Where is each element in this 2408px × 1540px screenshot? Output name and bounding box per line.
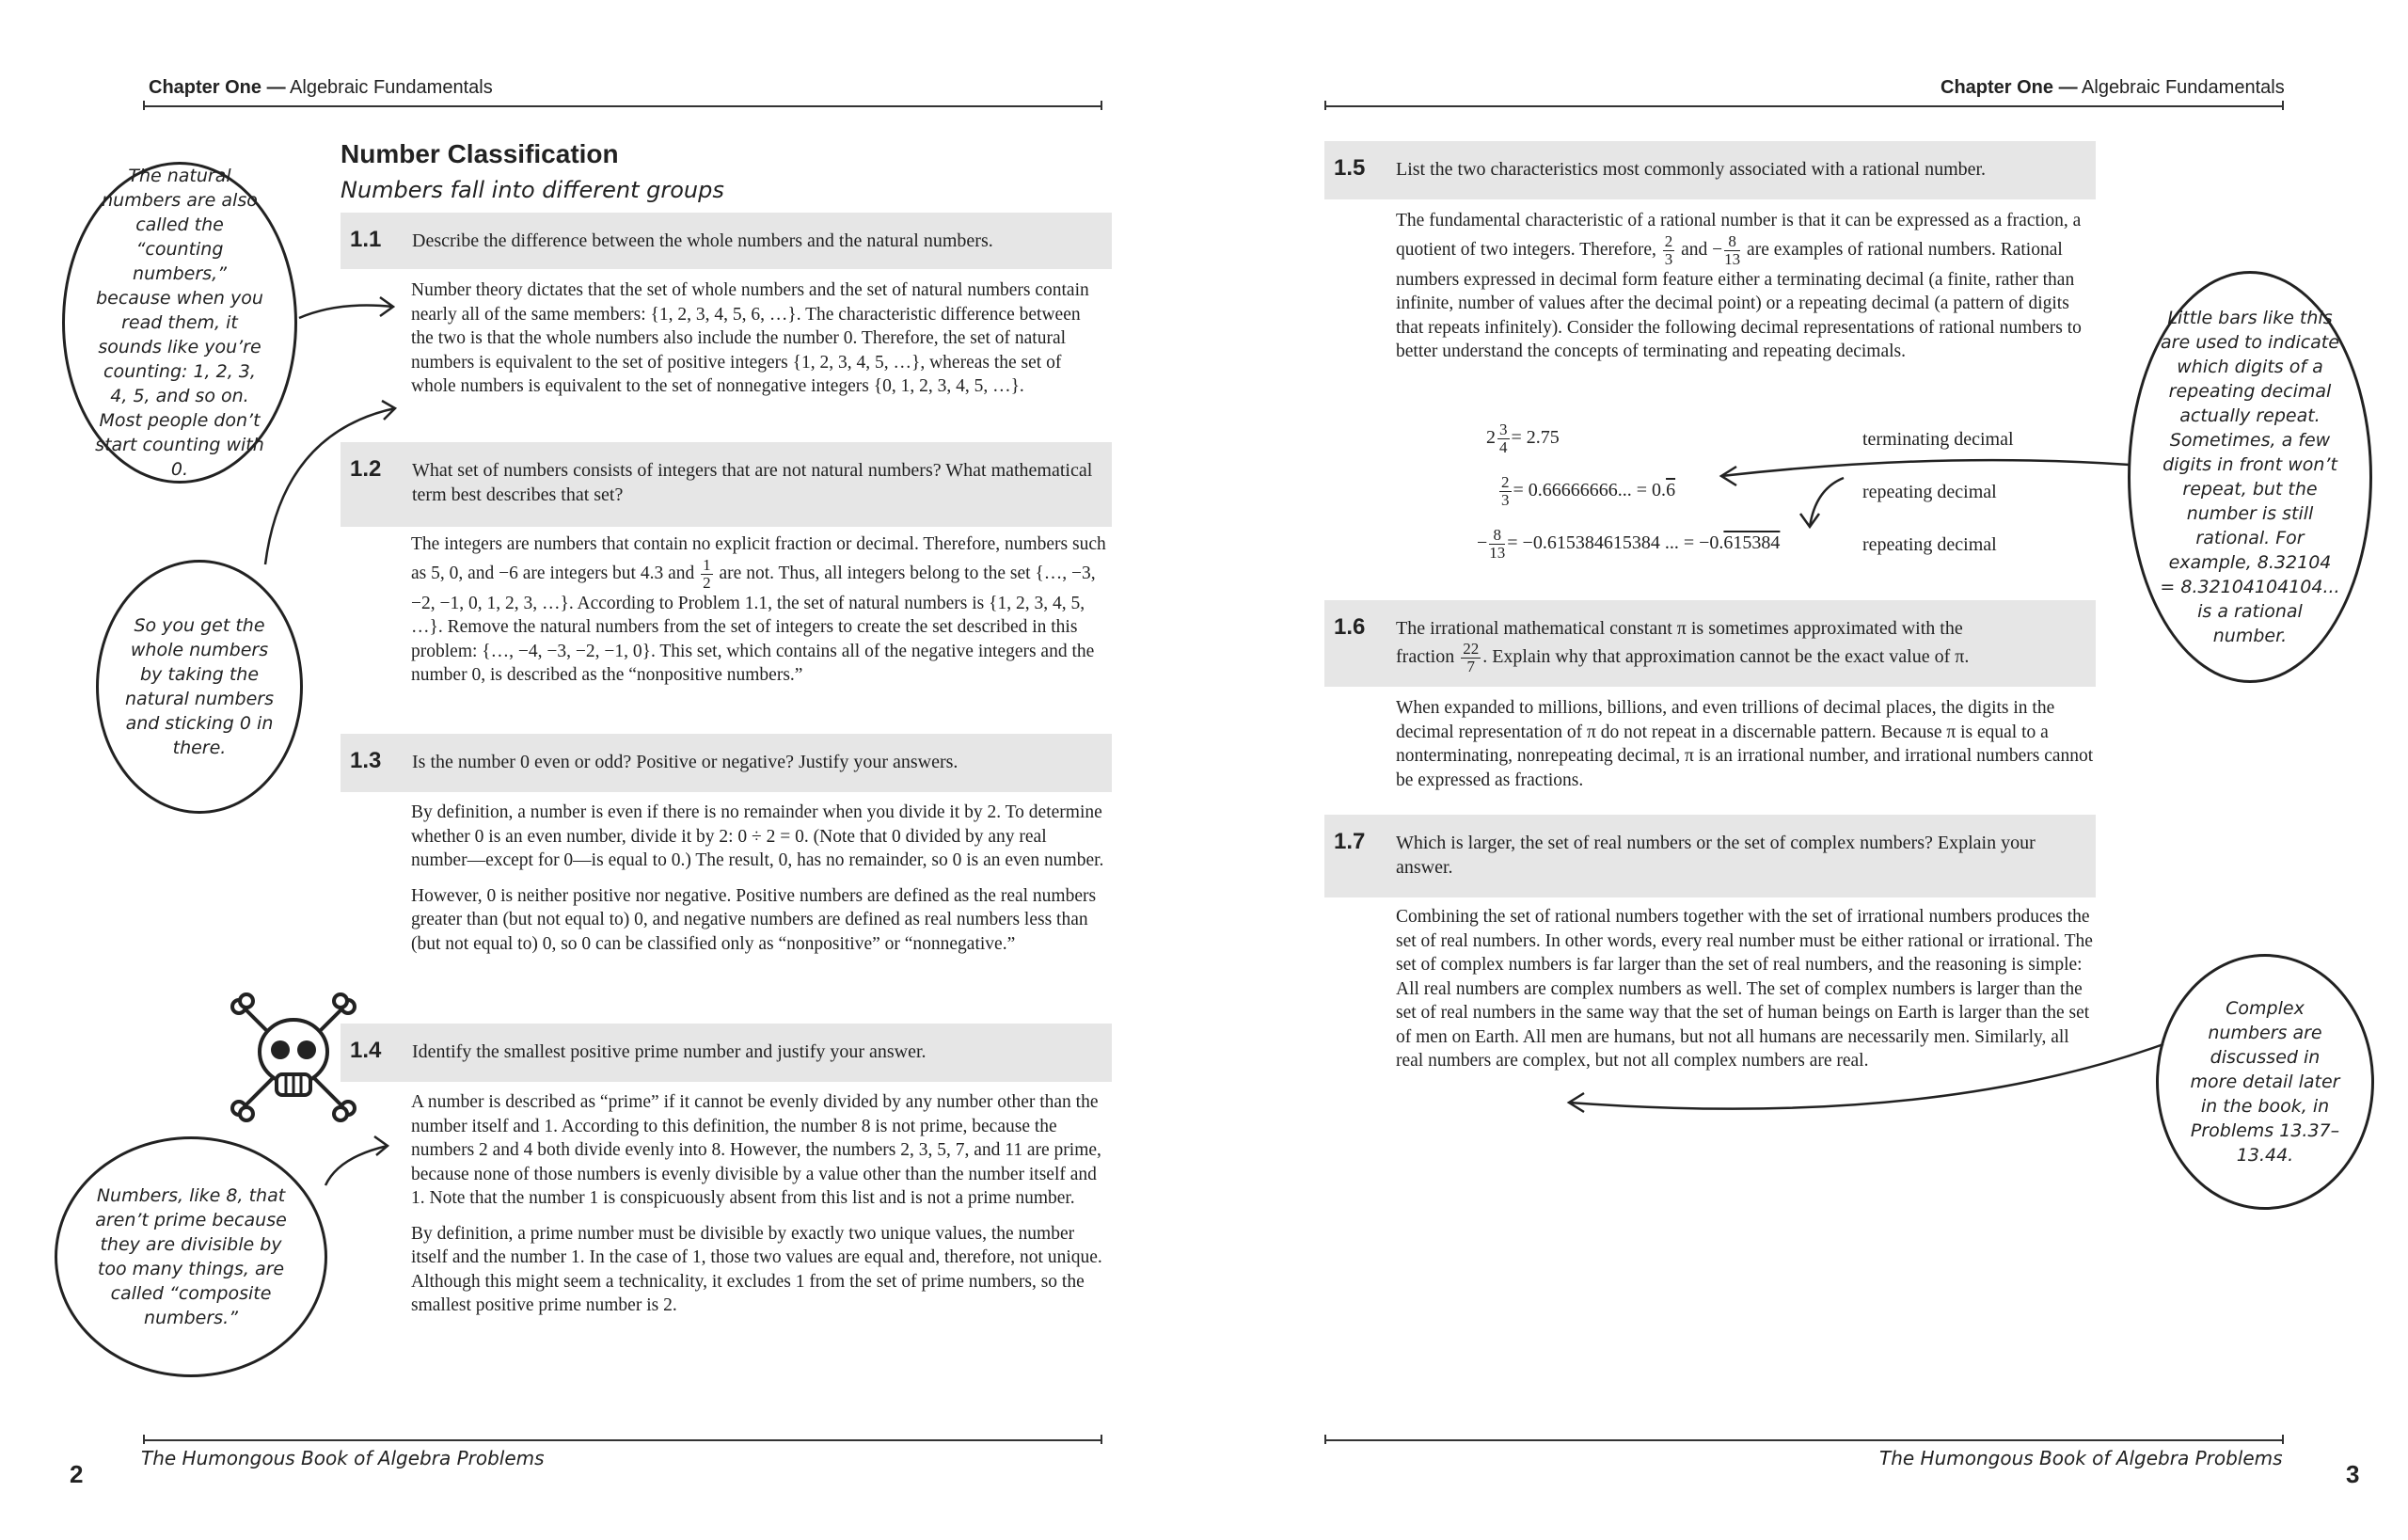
footer-title: The Humongous Book of Algebra Problems	[141, 1447, 545, 1469]
running-head: Chapter One — Algebraic Fundamentals	[1941, 77, 2285, 98]
decimal-type-label: repeating decimal	[1862, 482, 1997, 502]
fraction: $\frac{8}{13}$	[1724, 231, 1741, 268]
problem-answer: The fundamental characteristic of a rational number is that it can be expressed as a fraction, a quotient of two integers. Therefore, $\frac{2}{3}$ and − $\frac{8}{13}$ are examples of rational numbers. Rational numbers expressed in decimal form feature either a terminating decimal (a finite, rather than infinite, number of values after the decimal point) or a repeating decimal (a pattern of digits that repeats infinitely). Consider the following decimal representations of rational numbers to better understand the concepts of terminating and repeating decimals.	[1396, 211, 2082, 361]
decimal-example: − $\frac{8}{13}$ = −0.615384615384 ... = −0.615384	[1477, 526, 1781, 562]
problem-box	[341, 442, 1112, 527]
footer-title: The Humongous Book of Algebra Problems	[1879, 1447, 2283, 1469]
skull-crossbones-icon	[226, 990, 361, 1125]
problem-number: 1.7	[1334, 829, 1366, 854]
problem-number: 1.4	[350, 1038, 382, 1063]
margin-note: The natural numbers are also called the “counting numbers,” because when you read them, it sounds like you’re counting: 1, 2, 3, 4, 5, and so on. Most people don’t start counting with 0.	[62, 162, 297, 484]
problem-question: Is the number 0 even or odd? Positive or negative? Justify your answers.	[412, 752, 958, 772]
problem-number: 1.3	[350, 748, 382, 773]
problem-question: What set of numbers consists of integers that are not natural numbers? What mathematical term best describes that set?	[412, 460, 1093, 505]
problem-box	[341, 213, 1112, 269]
problem-answer: Number theory dictates that the set of whole numbers and the set of natural numbers contain nearly all of the same members: {1, 2, 3, 4, 5, 6, …}. The characteristic difference between the two is that the whole numbers also include the number 0. Therefore, the set of natural numbers is equivalent to the set of positive integers {1, 2, 3, 4, 5, …}, whereas the set of whole numbers is equivalent to the set of nonnegative integers {0, 1, 2, 3, 4, 5, …}.	[411, 280, 1089, 396]
margin-note: Numbers, like 8, that aren’t prime because they are divisible by too many things, are called “composite numbers.”	[55, 1136, 327, 1377]
section-title: Number Classification	[341, 139, 619, 168]
problem-question: Identify the smallest positive prime number and justify your answer.	[412, 1041, 927, 1062]
problem-box	[1324, 815, 2096, 897]
problem-answer: By definition, a number is even if there is no remainder when you divide it by 2. To determine whether 0 is an even number, divide it by 2: 0 ÷ 2 = 0. (Note that 0 divided by any real number—except for 0—is equal to 0.) The result, 0, has no remainder, so 0 is an even number. However, 0 is neither positive nor negative. Positive numbers are defined as the real numbers greater than (but not equal to) 0, and negative numbers are defined as real numbers less than (but not equal to) 0, so 0 can be classified only as “nonpositive” or “nonnegative.”	[411, 802, 1104, 954]
fraction: $\frac{1}{2}$	[703, 555, 711, 592]
footer-rule	[1324, 1439, 2284, 1441]
footer-rule	[143, 1439, 1102, 1441]
decimal-example: $\frac{2}{3}$ = 0.66666666... = 0.6	[1501, 473, 1676, 509]
problem-box	[341, 734, 1112, 792]
margin-note: Little bars like this are used to indicate which digits of a repeating decimal actually repeat. Sometimes, a few digits in front won’t repeat, but the number is still rational. For example, 8.32104 = 8.32104104104... is a rational number.	[2128, 271, 2372, 683]
problem-answer: The integers are numbers that contain no explicit fraction or decimal. Therefore, numbers such as 5, 0, and −6 are integers but 4.3 and $\frac{1}{2}$ are not. Thus, all integers belong to the set {…, −3, −2, −1, 0, 1, 2, 3, …}. According to Problem 1.1, the set of natural numbers is {1, 2, 3, 4, 5, …}. Remove the natural numbers from the set of integers to create the set described in this problem: {…, −4, −3, −2, −1, 0}. This set, which contains all of the negative integers and the number 0, is described as the “nonpositive numbers.”	[411, 534, 1106, 685]
decimal-type-label: terminating decimal	[1862, 429, 2014, 450]
problem-question: Describe the difference between the whole numbers and the natural numbers.	[412, 230, 993, 251]
problem-box	[1324, 141, 2096, 199]
problem-box	[1324, 600, 2096, 687]
problem-answer: A number is described as “prime” if it cannot be evenly divided by any number other than the number itself and 1. According to this definition, the number 8 is not prime, because the numbers 2 and 4 both divide evenly into 8. However, the numbers 2, 3, 5, 7, and 11 are prime, because none of those numbers is evenly divisible by a value other than the number itself and 1. Note that the number 1 is conspicuously absent from this list and is not a prime number. By definition, a prime number must be divisible by exactly two unique values, the number itself and the number 1. In the case of 1, those two values are equal and, therefore, not unique. Although this might seem a technicality, it excludes 1 from the set of prime numbers, so the smallest positive prime number is 2.	[411, 1092, 1102, 1315]
problem-question: Which is larger, the set of real numbers or the set of complex numbers? Explain your answer.	[1396, 833, 2036, 878]
margin-note: Complex numbers are discussed in more detail later in the book, in Problems 13.37–13.44.	[2156, 954, 2374, 1210]
problem-number: 1.5	[1334, 155, 1366, 181]
running-head: Chapter One — Algebraic Fundamentals	[149, 77, 493, 98]
problem-question: The irrational mathematical constant π is sometimes approximated with the fraction $\frac{22}{7}$ . Explain why that approximation cannot be the exact value of π.	[1396, 618, 1970, 675]
problem-number: 1.6	[1334, 614, 1366, 640]
problem-box	[341, 1024, 1112, 1082]
problem-answer: Combining the set of rational numbers together with the set of irrational numbers produces the set of real numbers. In other words, every real number must be either rational or irrational. The set of complex numbers is far larger than the set of real numbers, and the reasoning is simple: All real numbers are complex numbers as well. The set of complex numbers is larger than the set of real numbers in the same way that the set of human beings on Earth is larger than the set of men on Earth. All men are humans, but not all humans are necessarily men. Similarly, all real numbers are complex, but not all complex numbers are real.	[1396, 907, 2093, 1071]
decimal-type-label: repeating decimal	[1862, 534, 1997, 555]
page-number: 2	[70, 1460, 84, 1488]
page-number: 3	[2346, 1460, 2360, 1488]
right-page	[1204, 0, 2408, 1540]
problem-question: List the two characteristics most commonly associated with a rational number.	[1396, 159, 1987, 180]
margin-note: So you get the whole numbers by taking the natural numbers and sticking 0 in there.	[96, 560, 303, 814]
fraction: $\frac{2}{3}$	[1664, 231, 1673, 268]
header-rule	[1324, 105, 2284, 107]
decimal-example: 2 $\frac{3}{4}$ = 2.75	[1486, 421, 1560, 456]
problem-answer: When expanded to millions, billions, and even trillions of decimal places, the digits in the decimal representation of π do not repeat in a discernable pattern. Because π is equal to a nonterminating, nonrepeating decimal, π is an irrational number, and irrational numbers cannot be expressed as fractions.	[1396, 698, 2094, 790]
fraction: $\frac{22}{7}$	[1463, 640, 1480, 675]
problem-number: 1.1	[350, 227, 382, 252]
section-subtitle: Numbers fall into different groups	[341, 177, 724, 203]
header-rule	[143, 105, 1102, 107]
problem-number: 1.2	[350, 456, 382, 482]
